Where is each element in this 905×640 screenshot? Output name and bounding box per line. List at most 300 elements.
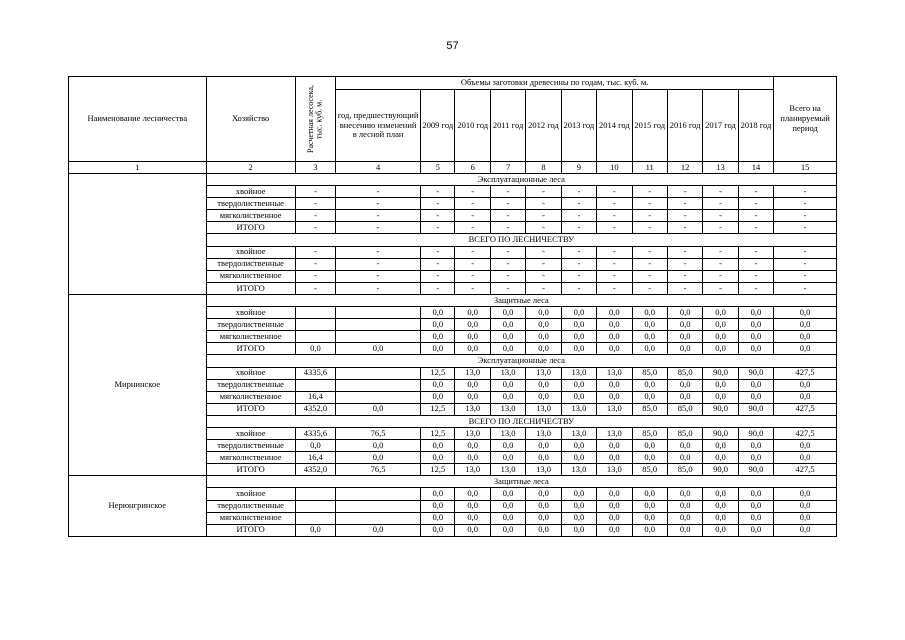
value-cell	[336, 500, 421, 512]
value-cell: 0,0	[561, 379, 596, 391]
value-cell: 0,0	[295, 524, 335, 536]
value-cell: 0,0	[295, 343, 335, 355]
species-cell: твердолиственные	[206, 500, 295, 512]
value-cell: 0,0	[421, 307, 455, 319]
value-cell: -	[597, 222, 632, 234]
value-cell: -	[336, 222, 421, 234]
value-cell: 0,0	[667, 319, 702, 331]
value-cell: 0,0	[632, 319, 667, 331]
value-cell	[295, 331, 335, 343]
species-cell: мягколиственное	[206, 391, 295, 403]
column-number-row	[69, 162, 837, 174]
value-cell: 4335,6	[295, 427, 335, 439]
value-cell: -	[490, 186, 525, 198]
value-cell: 0,0	[490, 319, 525, 331]
value-cell: 0,0	[774, 343, 837, 355]
value-cell	[295, 512, 335, 524]
value-cell: 90,0	[738, 367, 773, 379]
value-cell: 0,0	[526, 488, 561, 500]
species-cell: мягколиственное	[206, 452, 295, 464]
header-name: Наименование лесничества	[69, 77, 207, 162]
value-cell: -	[336, 186, 421, 198]
value-cell: 0,0	[295, 440, 335, 452]
value-cell: 0,0	[667, 452, 702, 464]
value-cell: -	[455, 186, 490, 198]
value-cell: 0,0	[455, 343, 490, 355]
species-cell: ИТОГО	[206, 464, 295, 476]
value-cell: -	[295, 210, 335, 222]
value-cell	[336, 379, 421, 391]
value-cell: 76,5	[336, 427, 421, 439]
value-cell: 0,0	[421, 379, 455, 391]
species-cell: хвойное	[206, 246, 295, 258]
value-cell	[295, 379, 335, 391]
value-cell: 0,0	[667, 391, 702, 403]
species-cell: твердолиственные	[206, 379, 295, 391]
value-cell: 0,0	[455, 379, 490, 391]
value-cell: 0,0	[738, 331, 773, 343]
column-number: 7	[490, 162, 525, 174]
header-row-top	[69, 77, 837, 90]
species-cell: ИТОГО	[206, 343, 295, 355]
value-cell: 76,5	[336, 464, 421, 476]
value-cell: 85,0	[667, 367, 702, 379]
value-cell: -	[455, 282, 490, 294]
value-cell: 0,0	[561, 391, 596, 403]
value-cell: 0,0	[703, 452, 738, 464]
value-cell: -	[667, 222, 702, 234]
value-cell: 0,0	[526, 452, 561, 464]
value-cell: -	[490, 198, 525, 210]
value-cell: 85,0	[667, 403, 702, 415]
value-cell: 0,0	[738, 452, 773, 464]
value-cell: 0,0	[526, 307, 561, 319]
value-cell: -	[703, 222, 738, 234]
value-cell: 0,0	[561, 452, 596, 464]
value-cell: 0,0	[421, 331, 455, 343]
value-cell: 0,0	[597, 440, 632, 452]
value-cell: -	[526, 258, 561, 270]
value-cell: 90,0	[703, 427, 738, 439]
column-number: 4	[336, 162, 421, 174]
value-cell: 427,5	[774, 427, 837, 439]
value-cell: 0,0	[526, 391, 561, 403]
value-cell: 85,0	[667, 464, 702, 476]
value-cell: 0,0	[738, 440, 773, 452]
species-cell: ИТОГО	[206, 524, 295, 536]
value-cell: 0,0	[455, 512, 490, 524]
value-cell: 0,0	[455, 440, 490, 452]
value-cell: -	[703, 246, 738, 258]
value-cell: 0,0	[526, 319, 561, 331]
value-cell: -	[738, 198, 773, 210]
value-cell: -	[526, 210, 561, 222]
value-cell: 13,0	[597, 464, 632, 476]
section-title: Защитные леса	[206, 294, 836, 306]
column-number: 12	[667, 162, 702, 174]
column-number: 9	[561, 162, 596, 174]
value-cell: 12,5	[421, 403, 455, 415]
value-cell: 0,0	[421, 440, 455, 452]
value-cell: -	[490, 258, 525, 270]
value-cell: 0,0	[336, 343, 421, 355]
value-cell: 0,0	[490, 452, 525, 464]
value-cell: 0,0	[597, 379, 632, 391]
header-year: 2009 год	[421, 90, 455, 162]
value-cell: 0,0	[703, 512, 738, 524]
value-cell: -	[490, 222, 525, 234]
value-cell: 0,0	[632, 488, 667, 500]
species-cell: хвойное	[206, 427, 295, 439]
value-cell: 12,5	[421, 367, 455, 379]
value-cell: -	[455, 198, 490, 210]
value-cell: 4335,6	[295, 367, 335, 379]
value-cell: -	[455, 258, 490, 270]
value-cell: 0,0	[455, 307, 490, 319]
value-cell: 0,0	[738, 524, 773, 536]
value-cell: -	[421, 282, 455, 294]
value-cell: -	[738, 282, 773, 294]
value-cell: -	[421, 258, 455, 270]
value-cell: 0,0	[597, 331, 632, 343]
value-cell: -	[490, 210, 525, 222]
value-cell: -	[597, 186, 632, 198]
section-row	[69, 294, 837, 306]
value-cell: 0,0	[632, 500, 667, 512]
header-year: 2014 год	[597, 90, 632, 162]
column-number: 13	[703, 162, 738, 174]
value-cell: -	[490, 270, 525, 282]
value-cell: 0,0	[597, 500, 632, 512]
value-cell: 0,0	[738, 379, 773, 391]
value-cell: -	[561, 186, 596, 198]
value-cell: -	[738, 186, 773, 198]
value-cell: -	[738, 246, 773, 258]
value-cell: 0,0	[561, 331, 596, 343]
value-cell: 427,5	[774, 367, 837, 379]
value-cell: 0,0	[667, 307, 702, 319]
column-number: 11	[632, 162, 667, 174]
value-cell: -	[526, 186, 561, 198]
value-cell: 0,0	[597, 391, 632, 403]
value-cell: -	[526, 270, 561, 282]
value-cell: 0,0	[632, 331, 667, 343]
value-cell: 0,0	[738, 488, 773, 500]
value-cell: 13,0	[561, 403, 596, 415]
header-year: 2016 год	[667, 90, 702, 162]
value-cell: 0,0	[703, 440, 738, 452]
value-cell: 13,0	[526, 403, 561, 415]
value-cell: 0,0	[526, 343, 561, 355]
value-cell: 0,0	[561, 343, 596, 355]
value-cell: 0,0	[490, 512, 525, 524]
value-cell: 13,0	[597, 403, 632, 415]
value-cell: 85,0	[667, 427, 702, 439]
value-cell: -	[295, 258, 335, 270]
value-cell: 90,0	[738, 464, 773, 476]
value-cell: 13,0	[597, 367, 632, 379]
value-cell: 0,0	[597, 524, 632, 536]
value-cell: -	[561, 258, 596, 270]
header-year: 2017 год	[703, 90, 738, 162]
value-cell: 0,0	[703, 343, 738, 355]
value-cell: 0,0	[336, 452, 421, 464]
value-cell: 85,0	[632, 427, 667, 439]
species-cell: твердолиственные	[206, 440, 295, 452]
value-cell: -	[632, 270, 667, 282]
value-cell: 0,0	[455, 452, 490, 464]
value-cell: -	[597, 282, 632, 294]
value-cell: -	[336, 270, 421, 282]
value-cell: 85,0	[632, 464, 667, 476]
value-cell: 13,0	[455, 464, 490, 476]
value-cell: -	[738, 222, 773, 234]
value-cell: 0,0	[421, 488, 455, 500]
value-cell: 13,0	[561, 367, 596, 379]
column-number: 6	[455, 162, 490, 174]
value-cell: 0,0	[526, 524, 561, 536]
value-cell: 0,0	[597, 452, 632, 464]
value-cell: -	[336, 282, 421, 294]
value-cell: 90,0	[703, 464, 738, 476]
value-cell: -	[667, 258, 702, 270]
value-cell: 0,0	[632, 307, 667, 319]
value-cell: 0,0	[455, 524, 490, 536]
value-cell: -	[295, 282, 335, 294]
value-cell: -	[561, 210, 596, 222]
value-cell: 0,0	[561, 319, 596, 331]
species-cell: ИТОГО	[206, 222, 295, 234]
value-cell: 0,0	[597, 319, 632, 331]
value-cell: -	[703, 282, 738, 294]
value-cell: 0,0	[490, 440, 525, 452]
value-cell: 0,0	[490, 391, 525, 403]
header-year: 2018 год	[738, 90, 773, 162]
value-cell: -	[632, 222, 667, 234]
value-cell: 0,0	[774, 307, 837, 319]
header-year: 2012 год	[526, 90, 561, 162]
value-cell: 0,0	[632, 379, 667, 391]
value-cell: -	[295, 198, 335, 210]
value-cell: 0,0	[336, 403, 421, 415]
value-cell: -	[667, 270, 702, 282]
value-cell: 0,0	[667, 512, 702, 524]
value-cell: 0,0	[526, 331, 561, 343]
value-cell: 12,5	[421, 427, 455, 439]
value-cell: 4352,0	[295, 403, 335, 415]
value-cell: 0,0	[738, 319, 773, 331]
value-cell: 16,4	[295, 391, 335, 403]
species-cell: твердолиственные	[206, 198, 295, 210]
section-title: ВСЕГО ПО ЛЕСНИЧЕСТВУ	[206, 234, 836, 246]
value-cell: -	[774, 282, 837, 294]
value-cell: 0,0	[490, 379, 525, 391]
value-cell: 0,0	[703, 307, 738, 319]
species-cell: мягколиственное	[206, 270, 295, 282]
value-cell: 0,0	[703, 524, 738, 536]
value-cell: -	[667, 198, 702, 210]
value-cell: 0,0	[774, 524, 837, 536]
column-number: 15	[774, 162, 837, 174]
species-cell: хвойное	[206, 307, 295, 319]
value-cell: 0,0	[490, 500, 525, 512]
value-cell: 13,0	[490, 403, 525, 415]
value-cell: -	[597, 270, 632, 282]
value-cell: 0,0	[421, 319, 455, 331]
value-cell: 0,0	[703, 379, 738, 391]
value-cell: -	[561, 282, 596, 294]
value-cell: 0,0	[597, 307, 632, 319]
column-number: 14	[738, 162, 773, 174]
section-title: ВСЕГО ПО ЛЕСНИЧЕСТВУ	[206, 415, 836, 427]
section-title: Эксплуатационные леса	[206, 355, 836, 367]
value-cell: 0,0	[738, 391, 773, 403]
value-cell: 0,0	[421, 343, 455, 355]
value-cell: 13,0	[455, 367, 490, 379]
species-cell: ИТОГО	[206, 282, 295, 294]
value-cell: 90,0	[703, 367, 738, 379]
value-cell: 0,0	[490, 331, 525, 343]
value-cell: 0,0	[774, 379, 837, 391]
value-cell: 0,0	[421, 452, 455, 464]
value-cell: 0,0	[703, 319, 738, 331]
value-cell: 85,0	[632, 367, 667, 379]
value-cell: -	[774, 198, 837, 210]
species-cell: мягколиственное	[206, 512, 295, 524]
value-cell: 0,0	[632, 440, 667, 452]
value-cell: 0,0	[774, 319, 837, 331]
value-cell: 0,0	[490, 524, 525, 536]
species-cell: хвойное	[206, 367, 295, 379]
value-cell: 0,0	[561, 488, 596, 500]
header-year: 2010 год	[455, 90, 490, 162]
value-cell: -	[336, 210, 421, 222]
value-cell	[295, 319, 335, 331]
value-cell: -	[526, 282, 561, 294]
value-cell	[295, 500, 335, 512]
value-cell: 13,0	[526, 367, 561, 379]
value-cell: -	[774, 222, 837, 234]
value-cell: -	[667, 186, 702, 198]
value-cell: 0,0	[667, 343, 702, 355]
value-cell: 0,0	[667, 440, 702, 452]
header-farm: Хозяйство	[206, 77, 295, 162]
value-cell: 4352,0	[295, 464, 335, 476]
value-cell: 90,0	[703, 403, 738, 415]
column-number: 1	[69, 162, 207, 174]
value-cell: 0,0	[561, 524, 596, 536]
value-cell: 0,0	[703, 391, 738, 403]
value-cell: 0,0	[738, 307, 773, 319]
value-cell: 427,5	[774, 403, 837, 415]
value-cell: -	[632, 246, 667, 258]
value-cell: 0,0	[774, 331, 837, 343]
value-cell: -	[703, 270, 738, 282]
value-cell: 0,0	[455, 488, 490, 500]
value-cell: -	[336, 198, 421, 210]
forestry-name	[69, 174, 207, 295]
value-cell: -	[738, 210, 773, 222]
value-cell: 0,0	[455, 500, 490, 512]
value-cell: -	[703, 210, 738, 222]
value-cell: 0,0	[490, 307, 525, 319]
value-cell: 0,0	[667, 500, 702, 512]
value-cell: -	[526, 246, 561, 258]
value-cell: 0,0	[667, 379, 702, 391]
value-cell: 0,0	[774, 500, 837, 512]
value-cell: 0,0	[774, 512, 837, 524]
header-calc-cutting-area	[295, 77, 335, 162]
value-cell: 13,0	[455, 427, 490, 439]
value-cell: -	[774, 258, 837, 270]
value-cell: 0,0	[490, 343, 525, 355]
value-cell: 0,0	[597, 488, 632, 500]
value-cell: -	[632, 282, 667, 294]
value-cell: -	[632, 258, 667, 270]
value-cell: 0,0	[336, 524, 421, 536]
value-cell: 0,0	[738, 500, 773, 512]
section-title: Эксплуатационные леса	[206, 174, 836, 186]
value-cell: 0,0	[703, 331, 738, 343]
value-cell: 13,0	[490, 427, 525, 439]
value-cell: 0,0	[455, 331, 490, 343]
header-year: 2013 год	[561, 90, 596, 162]
value-cell: 0,0	[421, 500, 455, 512]
species-cell: мягколиственное	[206, 210, 295, 222]
value-cell: 0,0	[774, 440, 837, 452]
value-cell	[336, 488, 421, 500]
value-cell: 0,0	[667, 331, 702, 343]
value-cell: 0,0	[632, 452, 667, 464]
species-cell: твердолиственные	[206, 258, 295, 270]
value-cell: -	[561, 246, 596, 258]
forestry-name: Мирнинское	[69, 294, 207, 475]
species-cell: хвойное	[206, 488, 295, 500]
value-cell: -	[490, 282, 525, 294]
value-cell: 0,0	[421, 512, 455, 524]
value-cell	[336, 512, 421, 524]
forestry-name: Нерюнгринское	[69, 476, 207, 536]
value-cell: -	[667, 246, 702, 258]
value-cell: 0,0	[774, 488, 837, 500]
species-cell: мягколиственное	[206, 331, 295, 343]
harvest-volume-table	[68, 76, 837, 537]
value-cell: 0,0	[526, 440, 561, 452]
column-number: 3	[295, 162, 335, 174]
value-cell: -	[774, 210, 837, 222]
section-row	[69, 174, 837, 186]
value-cell: 0,0	[561, 440, 596, 452]
value-cell: 13,0	[561, 427, 596, 439]
value-cell: -	[774, 270, 837, 282]
value-cell: -	[632, 210, 667, 222]
value-cell: 0,0	[421, 391, 455, 403]
page-number: 57	[446, 40, 459, 52]
value-cell: -	[421, 246, 455, 258]
value-cell: -	[561, 270, 596, 282]
value-cell: 0,0	[774, 391, 837, 403]
value-cell: -	[738, 270, 773, 282]
value-cell: -	[421, 198, 455, 210]
value-cell: -	[526, 222, 561, 234]
column-number: 10	[597, 162, 632, 174]
value-cell: -	[421, 186, 455, 198]
value-cell: -	[455, 270, 490, 282]
value-cell: -	[667, 282, 702, 294]
section-title: Защитные леса	[206, 476, 836, 488]
value-cell	[336, 331, 421, 343]
value-cell: -	[295, 270, 335, 282]
